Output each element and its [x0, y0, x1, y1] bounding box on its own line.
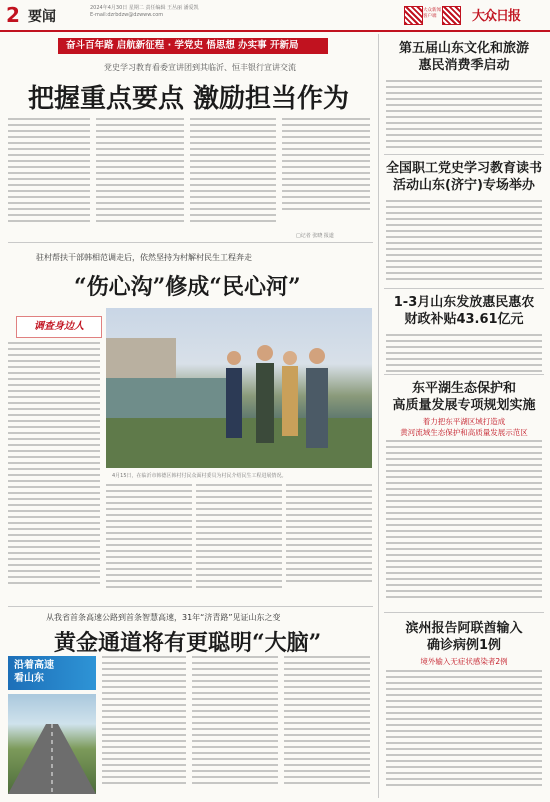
page-header — [0, 0, 550, 32]
right-story4-subtitle — [384, 416, 544, 438]
section-divider — [384, 288, 544, 289]
series-badge — [8, 656, 96, 690]
title-line: 全国职工党史学习教育读书 — [385, 161, 542, 176]
photo-scene — [106, 308, 372, 468]
section-divider — [8, 606, 373, 607]
feature-photo — [106, 308, 372, 468]
right-story4-title — [384, 380, 544, 414]
feature-headline: “伤心沟”修成“民心河” — [74, 274, 301, 300]
title-line: 第五届山东文化和旅游 — [398, 41, 529, 56]
right-story5-body — [386, 670, 542, 794]
right-story1-title — [384, 40, 544, 74]
title-line: 东平湖生态保护和 — [411, 381, 516, 396]
title-line: 确诊病例1例 — [426, 638, 502, 653]
feature-body-col4 — [286, 484, 372, 588]
right-story3-body — [386, 334, 542, 372]
feature-kicker: 驻村帮扶干部韩相范调走后，依然坚持为村解村民生工程奔走 — [36, 253, 252, 262]
feature-body-col3 — [196, 484, 282, 594]
feature-body-col1 — [8, 342, 100, 602]
section-divider — [384, 374, 544, 375]
series-badge-line2: 看山东 — [14, 673, 44, 684]
newspaper-logo: 大众日报 — [472, 9, 521, 24]
page-meta — [90, 5, 240, 19]
highway-photo — [8, 694, 96, 794]
title-line: 活动山东(济宁)专场举办 — [393, 178, 535, 193]
photo-caption: 4月15日，在临沂市韩德区韩村付民众面村委员为村民介绍民生工程进展情况。 — [112, 473, 287, 479]
column-divider — [378, 34, 379, 798]
right-story4-body — [386, 440, 542, 608]
right-story2-body — [386, 200, 542, 284]
section-divider — [384, 154, 544, 155]
right-story1-body — [386, 80, 542, 152]
lead-byline: □记者 张晓 报道 — [296, 233, 334, 239]
title-line: 高质量发展专项规划实施 — [392, 398, 536, 413]
feature-body-col2 — [106, 484, 192, 594]
column-badge: 调查身边人 — [16, 316, 102, 338]
series-badge-line1: 沿着高速 — [14, 660, 54, 671]
meta-line: 2024年4月30日 星期二 责任编辑 王丛丽 潘爱凯 — [90, 5, 199, 11]
bottom-kicker: 从我省首条高速公路到首条智慧高速，31年“济青路”见证山东之变 — [46, 613, 281, 622]
section-divider — [384, 612, 544, 613]
title-line: 1-3月山东发放惠民惠农 — [393, 295, 535, 310]
right-story2-title — [384, 160, 544, 194]
title-line: 惠民消费季启动 — [418, 58, 510, 73]
bottom-headline: 黄金通道将有更聪明“大脑” — [54, 630, 322, 656]
section-title: 要闻 — [28, 9, 56, 25]
lead-subtitle: 党史学习教育看委宣讲团到其临沂、恒丰银行宣讲交流 — [104, 63, 296, 72]
subtitle-line: 黄河流域生态保护和高质量发展示范区 — [400, 428, 528, 437]
subtitle-line: 着力把东平湖区域打造成 — [422, 417, 506, 426]
lead-body-col3 — [190, 118, 276, 238]
highway-scene — [8, 694, 96, 794]
right-story3-title — [384, 294, 544, 328]
meta-line: E-mail:dzrbdzw@dzwww.com — [90, 12, 164, 18]
lead-body-col2 — [96, 118, 184, 238]
bottom-body-col1 — [102, 656, 186, 796]
qr-label: 大众新闻客户端 — [423, 8, 441, 19]
qr-code-icon — [404, 6, 423, 25]
lead-banner: 奋斗百年路 启航新征程 · 学党史 悟思想 办实事 开新局 — [58, 38, 328, 54]
title-line: 滨州报告阿联酋输入 — [405, 621, 523, 636]
right-story5-subtitle: 境外输入无症状感染者2例 — [420, 657, 508, 666]
section-divider — [8, 242, 373, 243]
lead-body-col1 — [8, 118, 90, 238]
qr-code-icon — [442, 6, 461, 25]
lead-body-col4 — [282, 118, 370, 228]
title-line: 财政补贴43.61亿元 — [404, 312, 524, 327]
right-story5-title — [384, 620, 544, 654]
page-number: 2 — [6, 3, 20, 27]
lead-headline: 把握重点要点 激励担当作为 — [28, 84, 350, 114]
bottom-body-col3 — [284, 656, 370, 796]
bottom-body-col2 — [192, 656, 278, 796]
